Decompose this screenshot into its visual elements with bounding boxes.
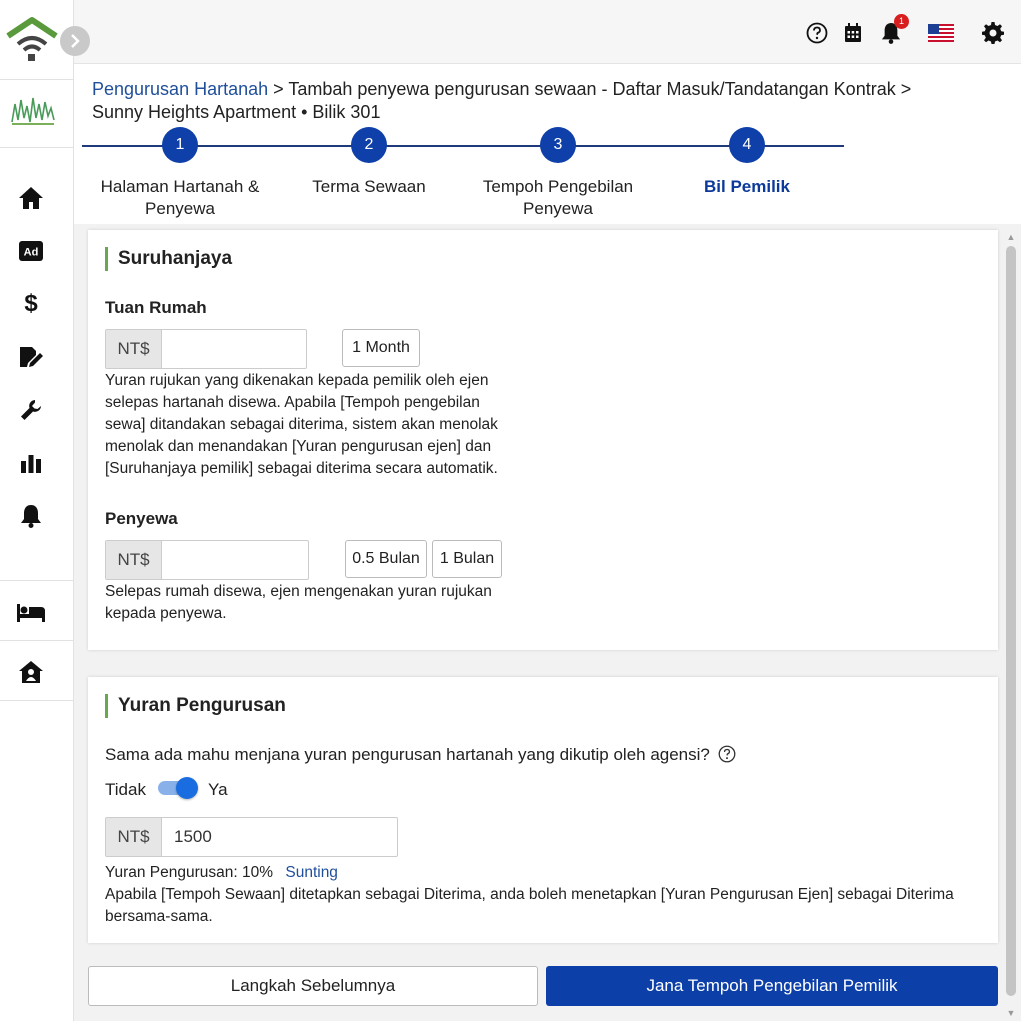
gear-icon (982, 22, 1004, 44)
sidebar-item-contracts[interactable] (17, 343, 45, 371)
landlord-option-1-month[interactable]: 1 Month (342, 329, 420, 367)
tenant-option-1-month[interactable]: 1 Bulan (432, 540, 502, 578)
sidebar-item-ad[interactable] (17, 237, 45, 265)
language-button[interactable] (927, 20, 955, 46)
ad-icon (19, 241, 43, 261)
tenant-option-half-month[interactable]: 0.5 Bulan (345, 540, 427, 578)
tenant-label: Penyewa (105, 509, 178, 528)
management-fee-input[interactable] (162, 818, 395, 856)
scroll-thumb[interactable] (1006, 246, 1016, 996)
sidebar (0, 0, 74, 1021)
sidebar-item-reports[interactable] (17, 449, 45, 477)
management-fee-input-group (105, 817, 398, 857)
management-fee-card (88, 677, 998, 943)
commission-card (88, 230, 998, 650)
sidebar-item-property[interactable] (17, 658, 45, 686)
settings-button[interactable] (980, 20, 1006, 46)
previous-step-button[interactable]: Langkah Sebelumnya (88, 966, 538, 1006)
breadcrumb (92, 78, 932, 124)
notification-badge: 1 (894, 14, 909, 29)
landlord-commission-input[interactable] (162, 330, 304, 368)
step-2-label: Terma Sewaan (312, 177, 426, 196)
bar-chart-icon (20, 453, 42, 473)
notification-button[interactable] (878, 16, 904, 46)
step-3-circle[interactable]: 3 (540, 127, 576, 163)
help-button[interactable] (804, 20, 830, 46)
question-circle-icon (806, 22, 828, 44)
management-fee-info (105, 862, 975, 928)
bed-icon (17, 602, 45, 622)
dollar-icon: $ (24, 290, 38, 317)
us-flag-icon (928, 24, 954, 42)
wrench-icon (19, 398, 43, 422)
content-scrollbar[interactable] (1004, 232, 1018, 1021)
edit-rate-link[interactable]: Sunting (285, 864, 338, 881)
sidebar-item-notifications[interactable] (17, 502, 45, 530)
edit-document-icon (18, 345, 44, 369)
breadcrumb-link-property-management[interactable]: Pengurusan Hartanah (92, 79, 269, 99)
breadcrumb-separator: > (268, 79, 289, 99)
tenant-commission-input-group (105, 540, 309, 580)
management-fee-toggle[interactable] (158, 778, 198, 798)
bell-icon (20, 504, 42, 528)
landlord-label: Tuan Rumah (105, 298, 207, 317)
top-header (74, 0, 1021, 64)
management-fee-note: Apabila [Tempoh Sewaan] ditetapkan sebagai Diterima, anda boleh menetapkan [Yuran Pengurusan Ejen] sebagai Diterima bersama-sama. (105, 886, 954, 925)
toggle-off-label: Tidak (105, 780, 146, 799)
landlord-commission-input-group (105, 329, 307, 369)
sidebar-item-finance[interactable] (17, 290, 45, 318)
home-icon (18, 186, 44, 210)
step-1-label: Halaman Hartanah & Penyewa (100, 177, 260, 218)
generate-owner-billing-button[interactable]: Jana Tempoh Pengebilan Pemilik (546, 966, 998, 1006)
currency-prefix: NT$ (106, 541, 162, 579)
commission-title: Suruhanjaya (105, 247, 232, 271)
scroll-up-arrow-icon[interactable]: ▲ (1006, 232, 1016, 242)
svg-text:Ad: Ad (23, 246, 39, 259)
management-fee-title: Yuran Pengurusan (105, 694, 286, 718)
management-fee-question (105, 744, 736, 766)
currency-prefix: NT$ (106, 330, 162, 368)
brand-logo (0, 80, 74, 148)
sidebar-item-maintenance[interactable] (17, 396, 45, 424)
question-circle-icon[interactable] (718, 745, 736, 763)
management-fee-question-text: Sama ada mahu menjana yuran pengurusan hartanah yang dikutip oleh agensi? (105, 745, 710, 764)
step-2-circle[interactable]: 2 (351, 127, 387, 163)
sidebar-item-home[interactable] (17, 184, 45, 212)
sidebar-collapse-button[interactable] (60, 26, 90, 56)
chevron-right-icon (69, 34, 81, 48)
main-content (74, 64, 1021, 1021)
calendar-icon (844, 23, 862, 43)
management-fee-rate: Yuran Pengurusan: 10% (105, 864, 274, 881)
step-1-circle[interactable]: 1 (162, 127, 198, 163)
toggle-knob (176, 777, 198, 799)
sidebar-item-rooms[interactable] (17, 598, 45, 626)
currency-prefix: NT$ (106, 818, 162, 856)
step-4-label: Bil Pemilik (704, 177, 790, 196)
scroll-down-arrow-icon[interactable]: ▼ (1006, 1008, 1016, 1018)
calendar-button[interactable] (840, 20, 866, 46)
tenant-commission-input[interactable] (162, 541, 306, 579)
tenant-description: Selepas rumah disewa, ejen mengenakan yuran rujukan kepada penyewa. (105, 583, 492, 622)
breadcrumb-current: Tambah penyewa pengurusan sewaan - Daftar Masuk/Tandatangan Kontrak > Sunny Heights Apartment • Bilik 301 (92, 79, 912, 122)
step-4-circle[interactable]: 4 (729, 127, 765, 163)
wifi-house-logo (6, 16, 58, 64)
step-3-label: Tempoh Pengebilan Penyewa (482, 177, 634, 218)
toggle-on-label: Ya (208, 780, 228, 799)
landlord-description: Yuran rujukan yang dikenakan kepada pemilik oleh ejen selepas hartanah disewa. Apabila [Tempoh pengebilan sewa] ditandakan sebagai diterima, sistem akan menolak menolak dan menandakan [Yuran pengurusan ejen] dan [Suruhanjaya pemilik] sebagai diterima secara automatik. (105, 372, 498, 477)
house-user-icon (18, 660, 44, 684)
brand-wave-icon (10, 92, 56, 132)
